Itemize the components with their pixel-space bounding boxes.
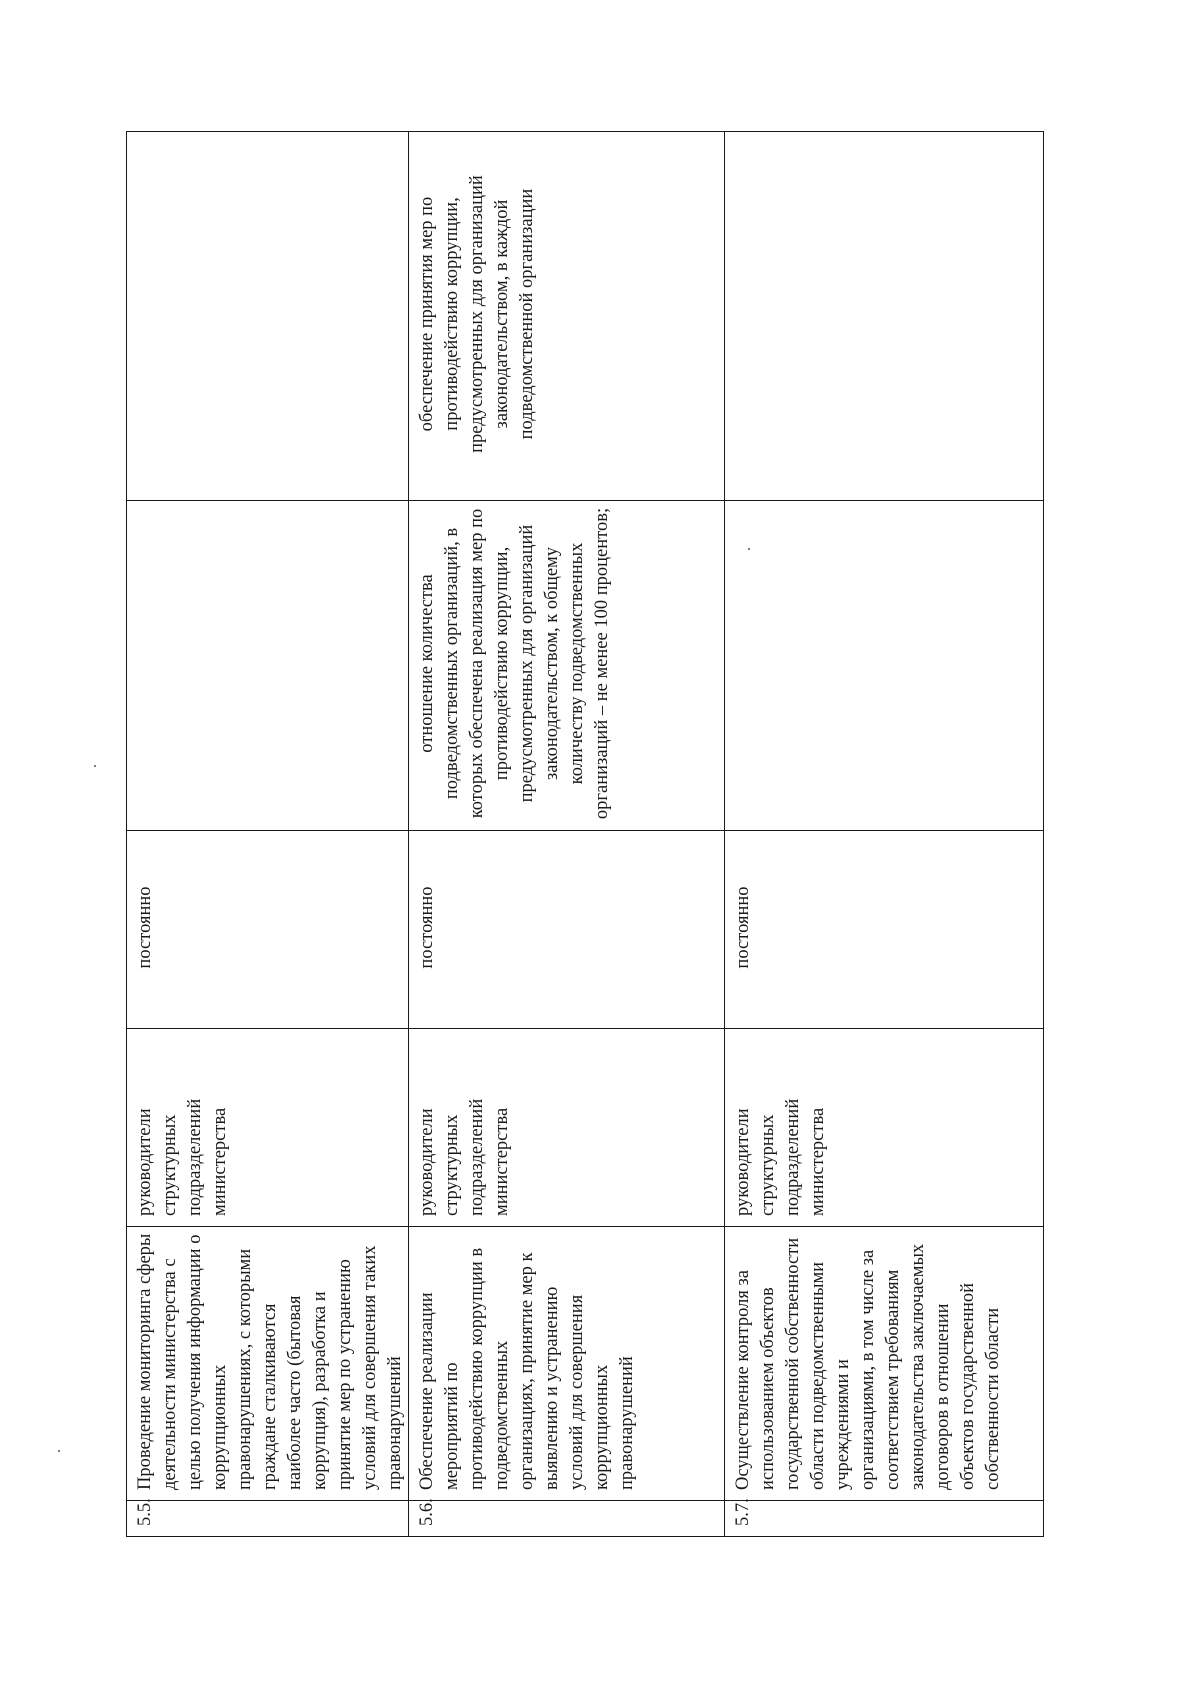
rotated-table-wrapper bbox=[126, 132, 1043, 1537]
measure-cell: Осуществление контроля за использованием объектов государственной собственности области подведомственными учреждениями и организациями, в том числе за соответствием требованиям законодательства заключаемых договоров в отношении объектов государственной собственности области bbox=[725, 1227, 1044, 1501]
scan-speck bbox=[58, 1450, 60, 1452]
deadline-cell: постоянно bbox=[409, 831, 725, 1029]
measure-cell: Проведение мониторинга сферы деятельности министерства с целью получения информации о коррупционных правонарушениях, с которыми граждане сталкиваются наиболее часто (бытовая коррупция), разработка и принятие мер по устранению условий для совершения таких правонарушений bbox=[127, 1227, 409, 1501]
row-number: 5.6. bbox=[409, 1501, 725, 1537]
table-row bbox=[409, 132, 725, 1537]
table-row bbox=[725, 132, 1044, 1537]
result-cell: обеспечение принятия мер по противодействию коррупции, предусмотренных для организаций законодательством, в каждой подведомственной организации bbox=[409, 132, 725, 501]
scan-speck bbox=[748, 548, 750, 550]
scan-speck bbox=[94, 765, 96, 767]
measure-cell: Обеспечение реализации мероприятий по противодействию коррупции в подведомственных организациях, принятие мер к выявлению и устранению условий для совершения коррупционных правонарушений bbox=[409, 1227, 725, 1501]
responsible-cell: руководители структурных подразделений министерства bbox=[409, 1029, 725, 1227]
row-number: 5.7. bbox=[725, 1501, 1044, 1537]
deadline-cell: постоянно bbox=[725, 831, 1044, 1029]
table-row bbox=[127, 132, 409, 1537]
indicator-cell bbox=[127, 501, 409, 831]
responsible-cell: руководители структурных подразделений министерства bbox=[127, 1029, 409, 1227]
result-cell bbox=[127, 132, 409, 501]
indicator-cell bbox=[725, 501, 1044, 831]
indicator-cell: отношение количества подведомственных организаций, в которых обеспечена реализация мер по противодействию коррупции, предусмотренных для организаций законодательством, к общему количеству подведомственных организаций – не менее 100 процентов; bbox=[409, 501, 725, 831]
action-plan-table bbox=[126, 131, 1044, 1537]
row-number: 5.5. bbox=[127, 1501, 409, 1537]
result-cell bbox=[725, 132, 1044, 501]
responsible-cell: руководители структурных подразделений министерства bbox=[725, 1029, 1044, 1227]
deadline-cell: постоянно bbox=[127, 831, 409, 1029]
